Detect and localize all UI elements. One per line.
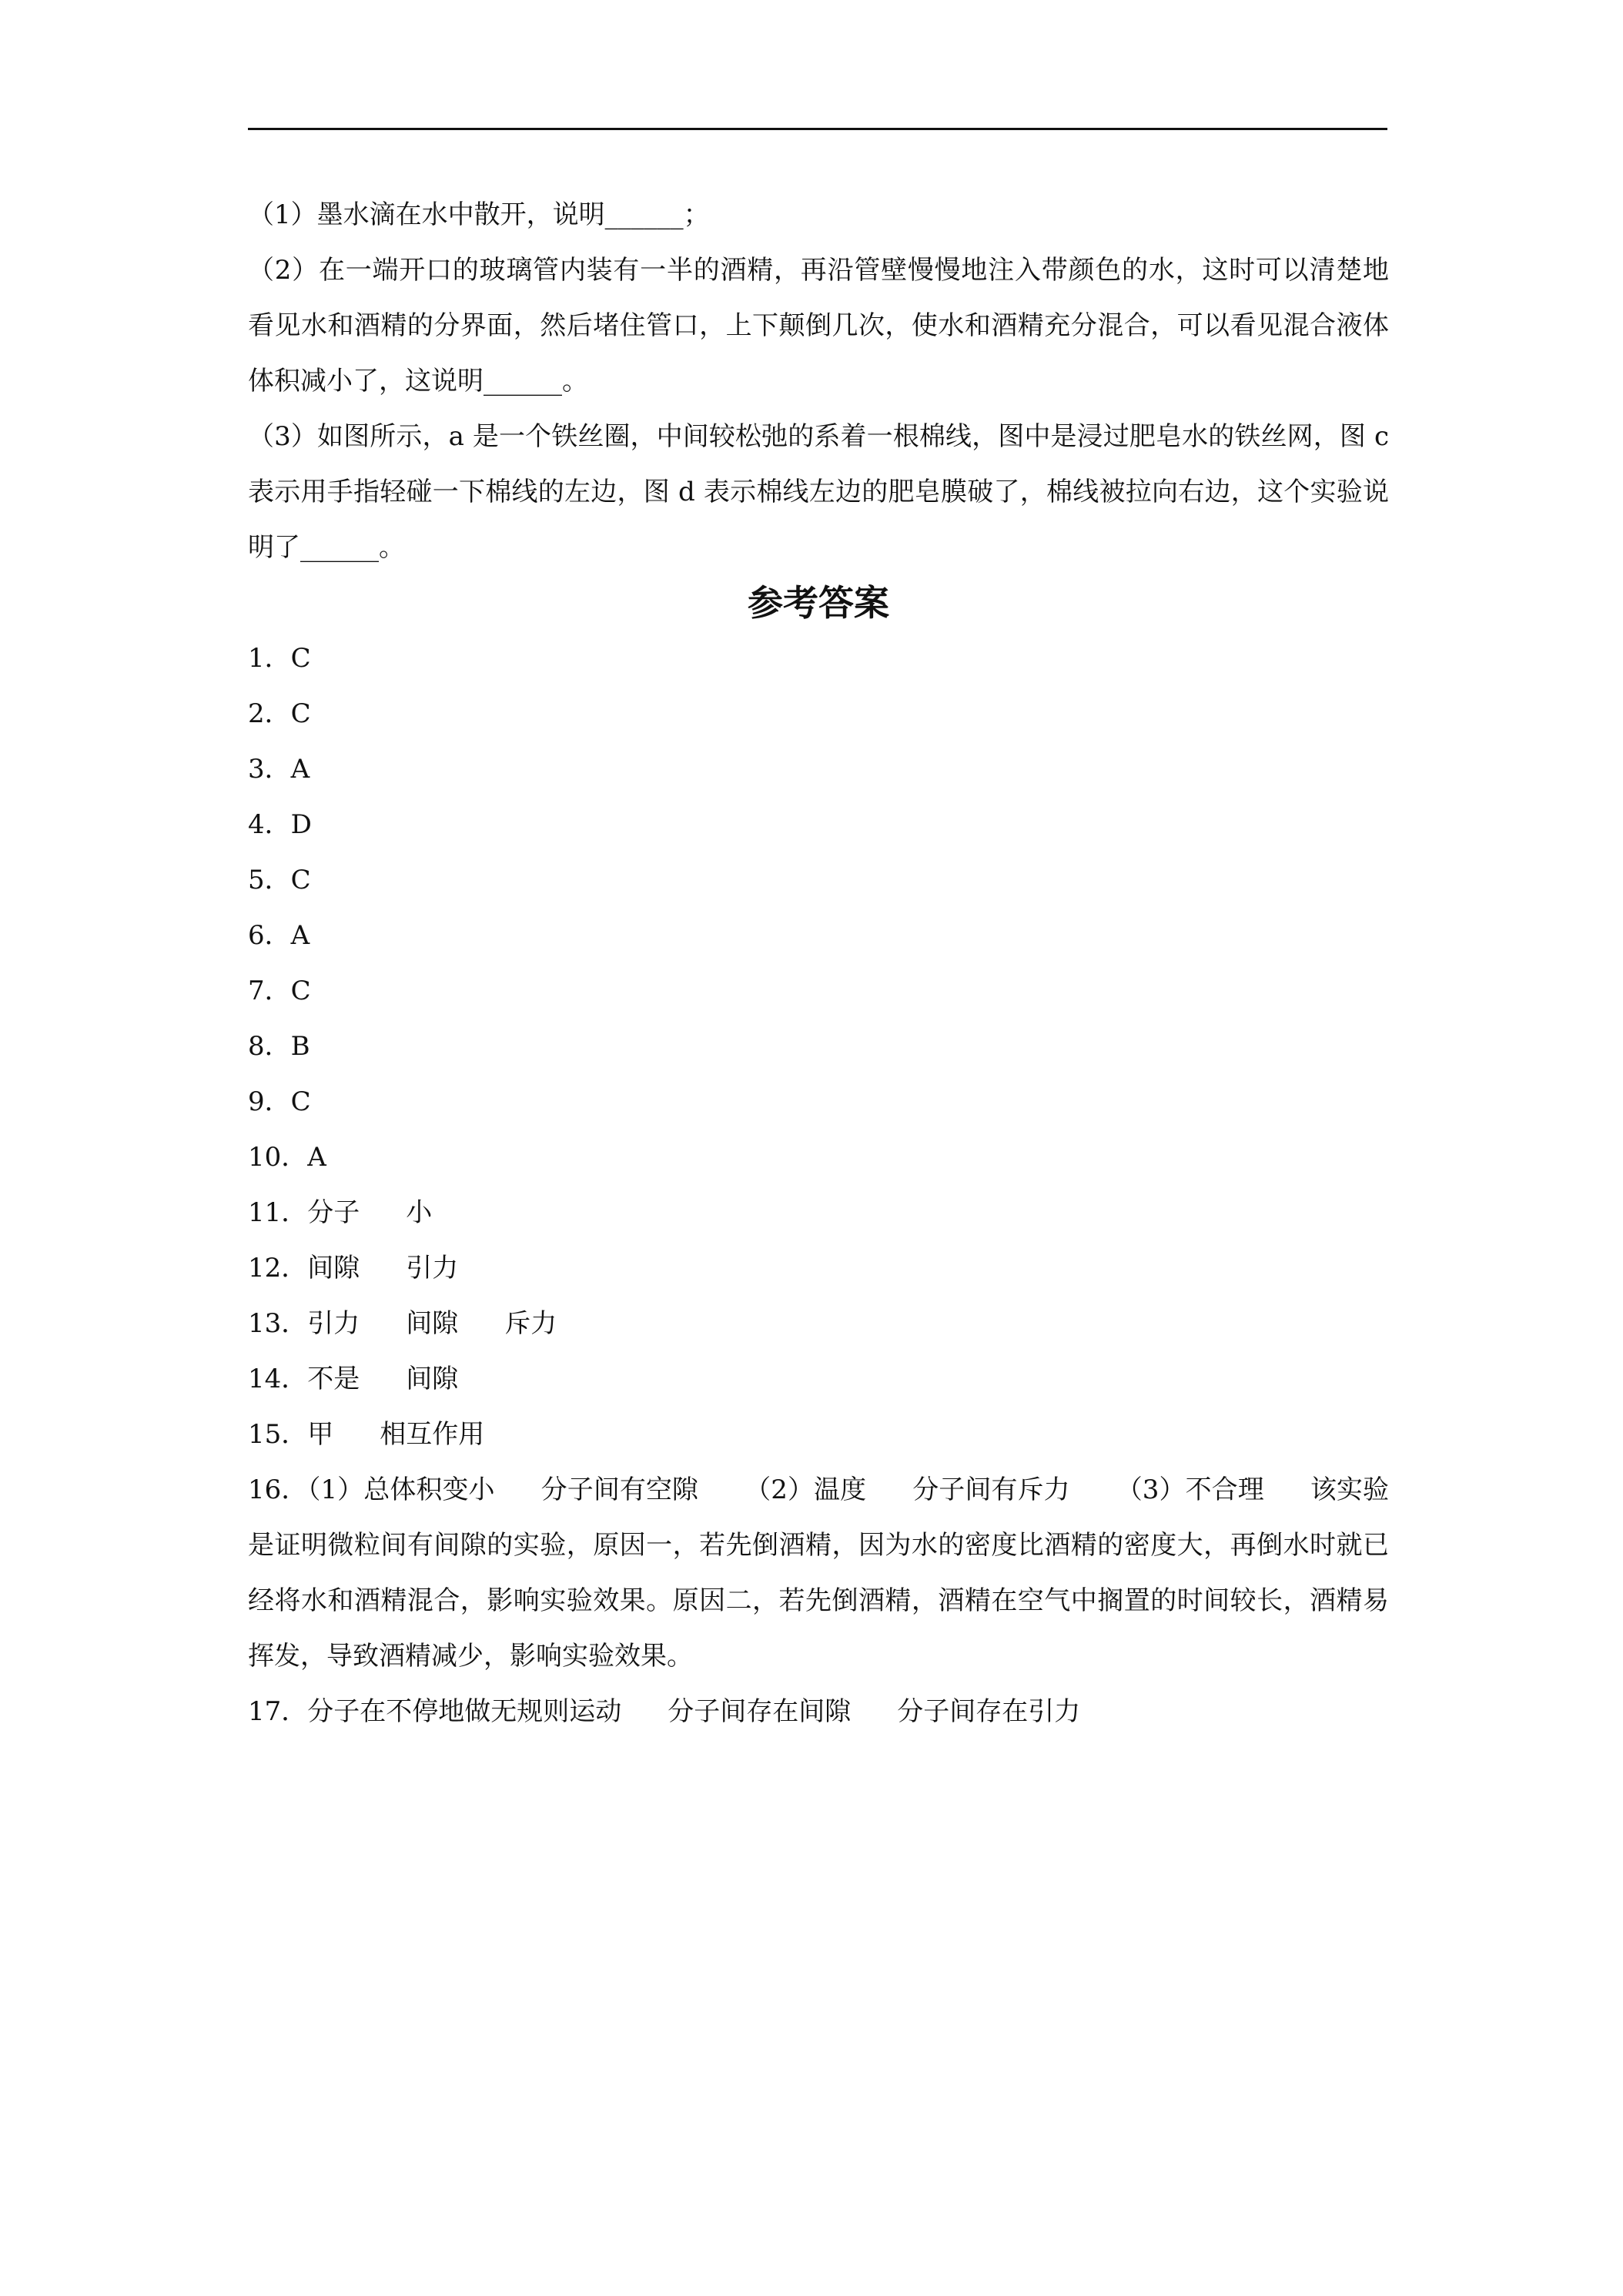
answer-item bbox=[248, 1296, 1389, 1351]
answer-part: D bbox=[290, 809, 312, 840]
answer-item bbox=[248, 1019, 1389, 1074]
answer-item bbox=[248, 908, 1389, 963]
answer-number: 8． bbox=[248, 1031, 291, 1062]
answer-part: C bbox=[290, 698, 311, 729]
answer-item bbox=[248, 1130, 1389, 1185]
answer-part: A bbox=[307, 1142, 326, 1173]
answer-item bbox=[248, 1074, 1389, 1130]
answer-number: 5． bbox=[248, 865, 291, 895]
answer-item bbox=[248, 1684, 1389, 1739]
answer-number: 14． bbox=[248, 1364, 308, 1394]
answer-item bbox=[248, 797, 1389, 852]
answer-item bbox=[248, 1462, 1389, 1684]
answer-number: 4． bbox=[248, 809, 291, 840]
answer-item bbox=[248, 1351, 1389, 1407]
answer-number: 7． bbox=[248, 976, 291, 1006]
answer-number: 9． bbox=[248, 1086, 291, 1117]
answer-number: 3． bbox=[248, 754, 291, 785]
answer-item bbox=[248, 1185, 1389, 1240]
answer-part: 甲 bbox=[307, 1419, 334, 1450]
answer-part: C bbox=[290, 865, 311, 895]
answer-item bbox=[248, 686, 1389, 741]
answer-part: 间隙 bbox=[307, 1253, 360, 1284]
answer-part: 引力 bbox=[307, 1308, 360, 1339]
answer-part: （2）温度 bbox=[745, 1474, 867, 1505]
answer-number: 1． bbox=[248, 643, 291, 674]
answer-number: 15． bbox=[248, 1419, 308, 1450]
answer-item bbox=[248, 1240, 1389, 1296]
answer-number: 12． bbox=[248, 1253, 308, 1284]
answer-item bbox=[248, 852, 1389, 908]
answer-part: A bbox=[290, 754, 310, 785]
header-rule bbox=[248, 128, 1387, 130]
question-part-1: （1）墨水滴在水中散开，说明______； bbox=[248, 199, 710, 230]
answer-part: 分子间有空隙 bbox=[540, 1474, 699, 1505]
answer-part: 小 bbox=[406, 1197, 433, 1228]
answer-part: 分子间存在间隙 bbox=[668, 1696, 852, 1727]
answer-part: 分子 bbox=[307, 1197, 360, 1228]
answer-part: （1）总体积变小 bbox=[307, 1474, 495, 1505]
answer-section-title: 参考答案 bbox=[748, 582, 889, 624]
answer-part: （3）不合理 bbox=[1116, 1474, 1264, 1505]
answer-item bbox=[248, 1407, 1389, 1462]
answer-part: C bbox=[290, 643, 311, 674]
answer-part: C bbox=[290, 1086, 311, 1117]
question-part-2: （2）在一端开口的玻璃管内装有一半的酒精，再沿管壁慢慢地注入带颜色的水，这时可以清楚地看见水和酒精的分界面，然后堵住管口，上下颠倒几次，使水和酒精充分混合，可以看见混合液体体积减小了，这说明______。 bbox=[248, 255, 1389, 397]
answer-part: 间隙 bbox=[406, 1364, 459, 1394]
answer-part: 分子间有斥力 bbox=[912, 1474, 1070, 1505]
answer-part: 斥力 bbox=[504, 1308, 557, 1339]
page-content bbox=[248, 187, 1397, 1739]
answer-part: 分子间存在引力 bbox=[897, 1696, 1081, 1727]
answer-number: 13． bbox=[248, 1308, 308, 1339]
answer-part: A bbox=[290, 920, 310, 951]
answer-part: C bbox=[290, 976, 311, 1006]
answer-list bbox=[248, 631, 1389, 1739]
answer-item bbox=[248, 741, 1389, 797]
answer-part: B bbox=[290, 1031, 310, 1062]
answer-number: 6． bbox=[248, 920, 291, 951]
answer-number: 10． bbox=[248, 1142, 308, 1173]
answer-number: 16． bbox=[248, 1474, 308, 1505]
answer-item bbox=[248, 963, 1389, 1019]
question-part-3: （3）如图所示，a 是一个铁丝圈，中间较松弛的系着一根棉线，图中是浸过肥皂水的铁丝网，图 c 表示用手指轻碰一下棉线的左边，图 d 表示棉线左边的肥皂膜破了，棉线被拉向右边，这个实验说明了______。 bbox=[248, 421, 1397, 563]
answer-number: 11． bbox=[248, 1197, 308, 1228]
answer-part: 引力 bbox=[406, 1253, 459, 1284]
answer-part: 该实验是证明微粒间有间隙的实验，原因一，若先倒酒精，因为水的密度比酒精的密度大，再倒水时就已经将水和酒精混合，影响实验效果。原因二，若先倒酒精，酒精在空气中搁置的时间较长，酒精易挥发，导致酒精减少，影响实验效果。 bbox=[248, 1474, 1390, 1672]
answer-part: 相互作用 bbox=[380, 1419, 485, 1450]
answer-number: 17． bbox=[248, 1696, 308, 1727]
answer-number: 2． bbox=[248, 698, 291, 729]
answer-part: 间隙 bbox=[406, 1308, 459, 1339]
answer-part: 不是 bbox=[307, 1364, 360, 1394]
answer-item bbox=[248, 631, 1389, 686]
answer-part: 分子在不停地做无规则运动 bbox=[307, 1696, 622, 1727]
